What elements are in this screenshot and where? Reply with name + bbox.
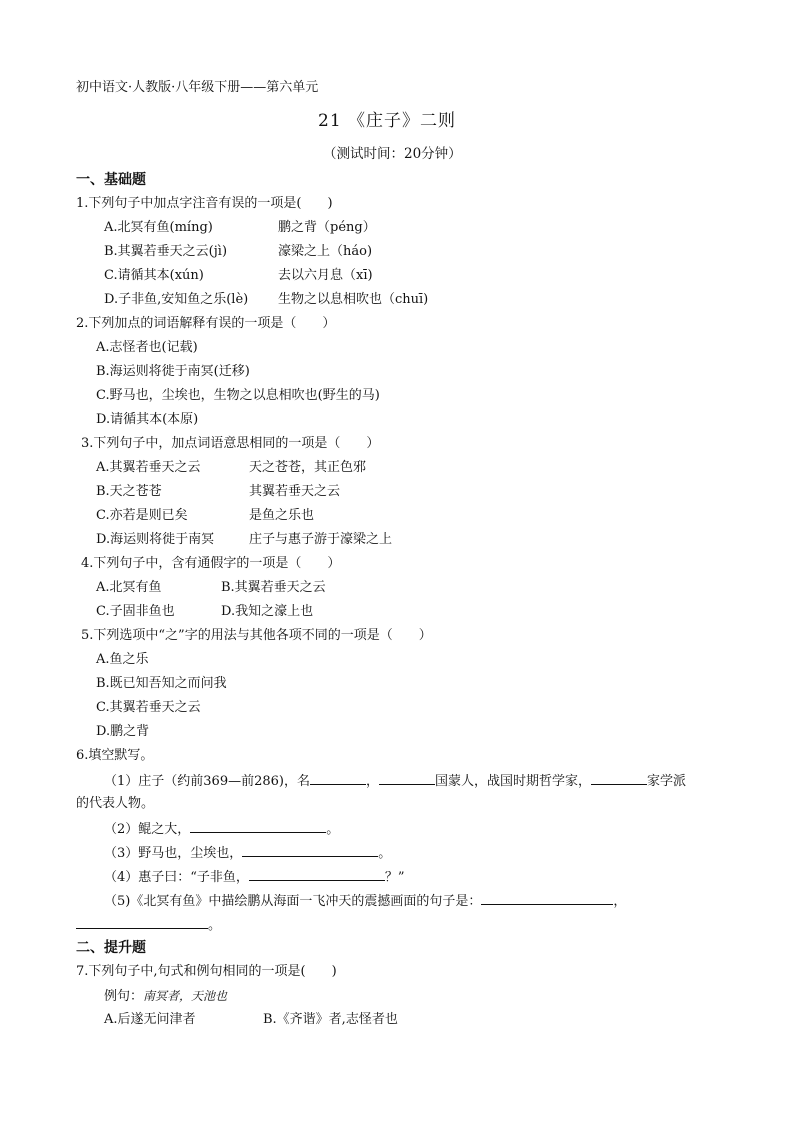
q7-example-label: 例句： xyxy=(104,989,144,1004)
q5-option-d: D.鹏之背 xyxy=(96,724,150,739)
q5-option-a: A.鱼之乐 xyxy=(96,652,149,667)
q6-line-1-text-c: 国蒙人，战国时期哲学家， xyxy=(435,774,592,789)
q6-line-5-text: （5)《北冥有鱼》中描绘鹏从海面一飞冲天的震撼画面的句子是： xyxy=(104,894,482,909)
q4-option-d: D.我知之濠上也 xyxy=(221,604,314,619)
q6-line-4-end: ？” xyxy=(384,870,405,885)
question-7-stem: 7.下列句子中,句式和例句相同的一项是( ) xyxy=(76,964,337,979)
q6-line-4-text: （4）惠子曰：“子非鱼， xyxy=(104,870,249,885)
q1-option-d-2: 生物之以息相吹也（chuī) xyxy=(278,292,429,307)
q1-option-c: C.请循其本(xún) xyxy=(104,268,204,283)
q1-option-d: D.子非鱼,安知鱼之乐(lè) xyxy=(104,292,249,307)
q4-option-c: C.子固非鱼也 xyxy=(96,604,175,619)
q7-option-b: B.《齐谐》者,志怪者也 xyxy=(263,1012,398,1027)
q6-line-3 xyxy=(104,844,391,862)
q6-line-5-cont xyxy=(76,916,221,934)
q3-option-b-2: 其翼若垂天之云 xyxy=(249,484,341,499)
q7-option-a: A.后遂无问津者 xyxy=(104,1012,196,1027)
q6-line-2-end: 。 xyxy=(326,822,340,837)
q6-line-2 xyxy=(104,820,339,838)
q6-line-5 xyxy=(104,892,626,910)
fill-blank[interactable] xyxy=(379,772,435,785)
question-6-stem: 6.填空默写。 xyxy=(76,748,154,763)
q1-option-b-2: 濠梁之上（háo) xyxy=(278,244,373,259)
section-advanced-heading: 二、提升题 xyxy=(76,940,146,956)
q6-line-5-cont-end: 。 xyxy=(208,918,222,933)
fill-blank[interactable] xyxy=(481,892,613,905)
question-3-stem: 3.下列句子中，加点词语意思相同的一项是（ ） xyxy=(81,436,380,451)
q3-option-c-2: 是鱼之乐也 xyxy=(249,508,315,523)
q3-option-b: B.天之苍苍 xyxy=(96,484,162,499)
fill-blank[interactable] xyxy=(190,820,326,833)
q6-line-1-text-d: 家学派 xyxy=(647,774,687,789)
q4-option-a: A.北冥有鱼 xyxy=(96,580,162,595)
q6-line-3-end: 。 xyxy=(378,846,392,861)
test-time: （测试时间：20分钟） xyxy=(323,146,462,162)
q5-option-b: B.既已知吾知之而问我 xyxy=(96,676,227,691)
q2-option-b: B.海运则将徙于南冥(迁移) xyxy=(96,364,250,379)
q1-option-a: A.北冥有鱼(míng) xyxy=(104,220,213,235)
q3-option-a-2: 天之苍苍，其正色邪 xyxy=(249,460,367,475)
fill-blank[interactable] xyxy=(76,916,208,929)
q6-line-2-text: （2）鲲之大， xyxy=(104,822,191,837)
question-5-stem: 5.下列选项中“之”字的用法与其他各项不同的一项是（ ） xyxy=(81,628,432,643)
q6-line-1-text-a: （1）庄子（约前369—前286)，名 xyxy=(104,774,310,789)
q4-option-b: B.其翼若垂天之云 xyxy=(221,580,326,595)
fill-blank[interactable] xyxy=(242,844,378,857)
q1-option-c-2: 去以六月息（xī) xyxy=(278,268,373,283)
question-4-stem: 4.下列句子中，含有通假字的一项是（ ） xyxy=(81,556,341,571)
section-basic-heading: 一、基础题 xyxy=(76,172,146,188)
fill-blank[interactable] xyxy=(591,772,647,785)
q6-line-1-cont: 的代表人物。 xyxy=(76,796,155,811)
q2-option-c: C.野马也，尘埃也，生物之以息相吹也(野生的马) xyxy=(96,388,380,403)
q3-option-d: D.海运则将徙于南冥 xyxy=(96,532,215,547)
q6-line-1-text-b: ， xyxy=(365,774,379,789)
q3-option-a: A.其翼若垂天之云 xyxy=(96,460,201,475)
lesson-title: 21 《庄子》二则 xyxy=(318,111,457,131)
q6-line-4 xyxy=(104,868,405,886)
q7-example xyxy=(104,988,227,1005)
q2-option-a: A.志怪者也(记载) xyxy=(96,340,198,355)
fill-blank[interactable] xyxy=(249,868,385,881)
question-1-stem: 1.下列句子中加点字注音有误的一项是( ) xyxy=(76,196,333,211)
q3-option-d-2: 庄子与惠子游于濠梁之上 xyxy=(249,532,393,547)
q2-option-d: D.请循其本(本原) xyxy=(96,412,199,427)
q1-option-b: B.其翼若垂天之云(jì) xyxy=(104,244,228,259)
q6-line-5-end: ， xyxy=(613,894,627,909)
fill-blank[interactable] xyxy=(310,772,366,785)
q6-line-3-text: （3）野马也，尘埃也， xyxy=(104,846,243,861)
q5-option-c: C.其翼若垂天之云 xyxy=(96,700,201,715)
q6-line-1 xyxy=(104,772,686,790)
question-2-stem: 2.下列加点的词语解释有误的一项是（ ） xyxy=(76,316,336,331)
q1-option-a-2: 鹏之背（péng） xyxy=(278,220,376,235)
q3-option-c: C.亦若是则已矣 xyxy=(96,508,188,523)
q7-example-text: 南冥者，天池也 xyxy=(143,989,228,1003)
course-header: 初中语文·人教版·八年级下册——第六单元 xyxy=(76,80,319,95)
